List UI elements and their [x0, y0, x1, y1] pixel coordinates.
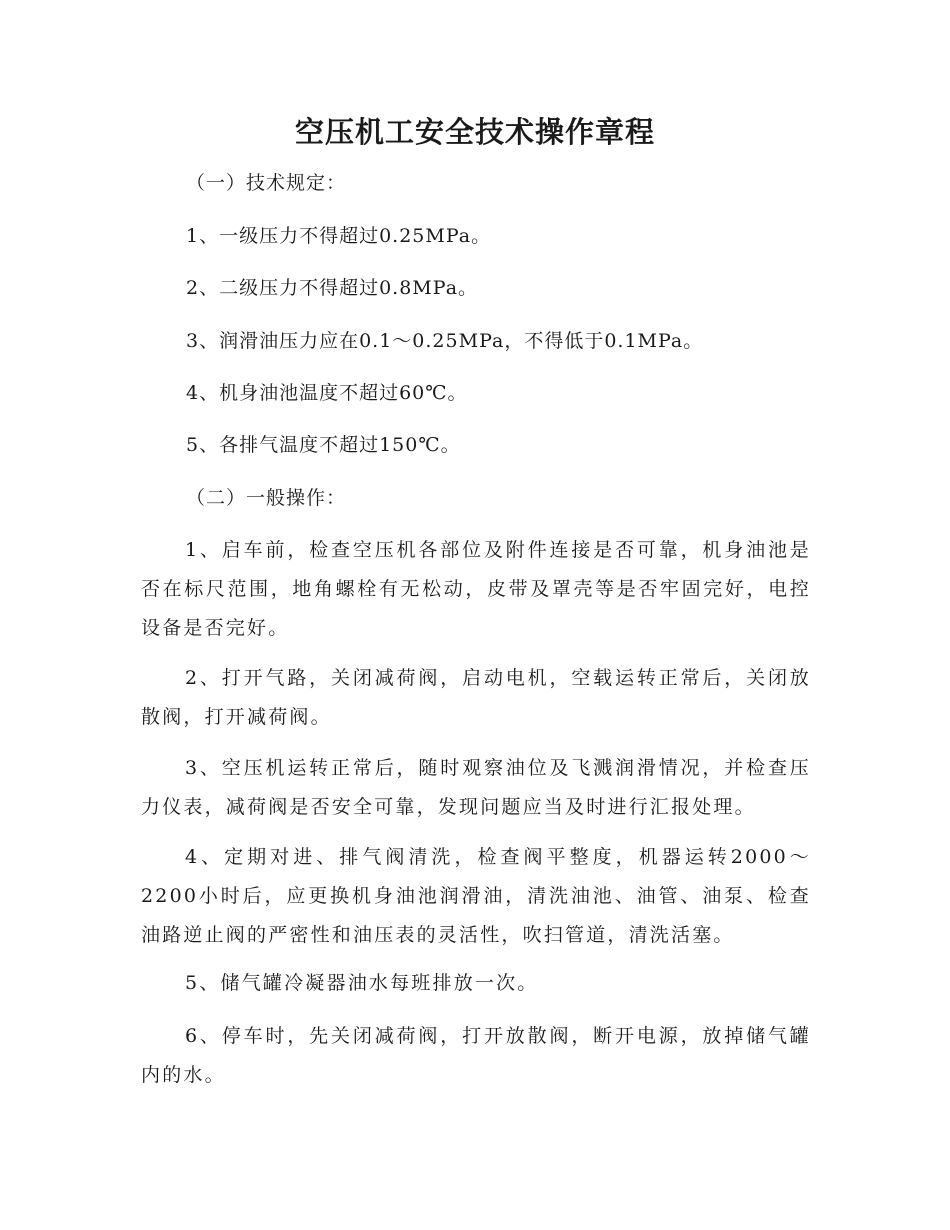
list-item: 5、各排气温度不超过150℃。	[186, 434, 461, 456]
operation-paragraph: 1、启车前，检查空压机各部位及附件连接是否可靠，机身油池是否在标尺范围，地角螺栓有无松动，皮带及罩壳等是否牢固完好，电控设备是否完好。	[141, 539, 811, 639]
list-item: 3、润滑油压力应在0.1～0.25MPa，不得低于0.1MPa。	[186, 330, 704, 352]
section-heading-operation: （二）一般操作：	[186, 487, 347, 509]
operation-paragraph: 3、空压机运转正常后，随时观察油位及飞溅润滑情况，并检查压力仪表，减荷阀是否安全可靠，发现问题应当及时进行汇报处理。	[141, 757, 811, 818]
operation-paragraph: 6、停车时，先关闭减荷阀，打开放散阀，断开电源，放掉储气罐内的水。	[141, 1025, 811, 1086]
list-item: 1、一级压力不得超过0.25MPa。	[186, 225, 492, 247]
operation-paragraph: 5、储气罐冷凝器油水每班排放一次。	[185, 972, 539, 994]
operation-paragraph: 4、定期对进、排气阀清洗，检查阀平整度，机器运转2000～2200小时后，应更换机身油池润滑油，清洗油池、油管、油泵、检查油路逆止阀的严密性和油压表的灵活性，吹扫管道，清洗活塞。	[141, 846, 811, 946]
document-title: 空压机工安全技术操作章程	[294, 115, 655, 149]
list-item: 4、机身油池温度不超过60℃。	[186, 382, 468, 404]
operation-paragraph: 2、打开气路，关闭减荷阀，启动电机，空载运转正常后，关闭放散阀，打开减荷阀。	[141, 667, 811, 728]
section-heading-technical: （一）技术规定：	[186, 172, 347, 194]
list-item: 2、二级压力不得超过0.8MPa。	[186, 277, 479, 299]
